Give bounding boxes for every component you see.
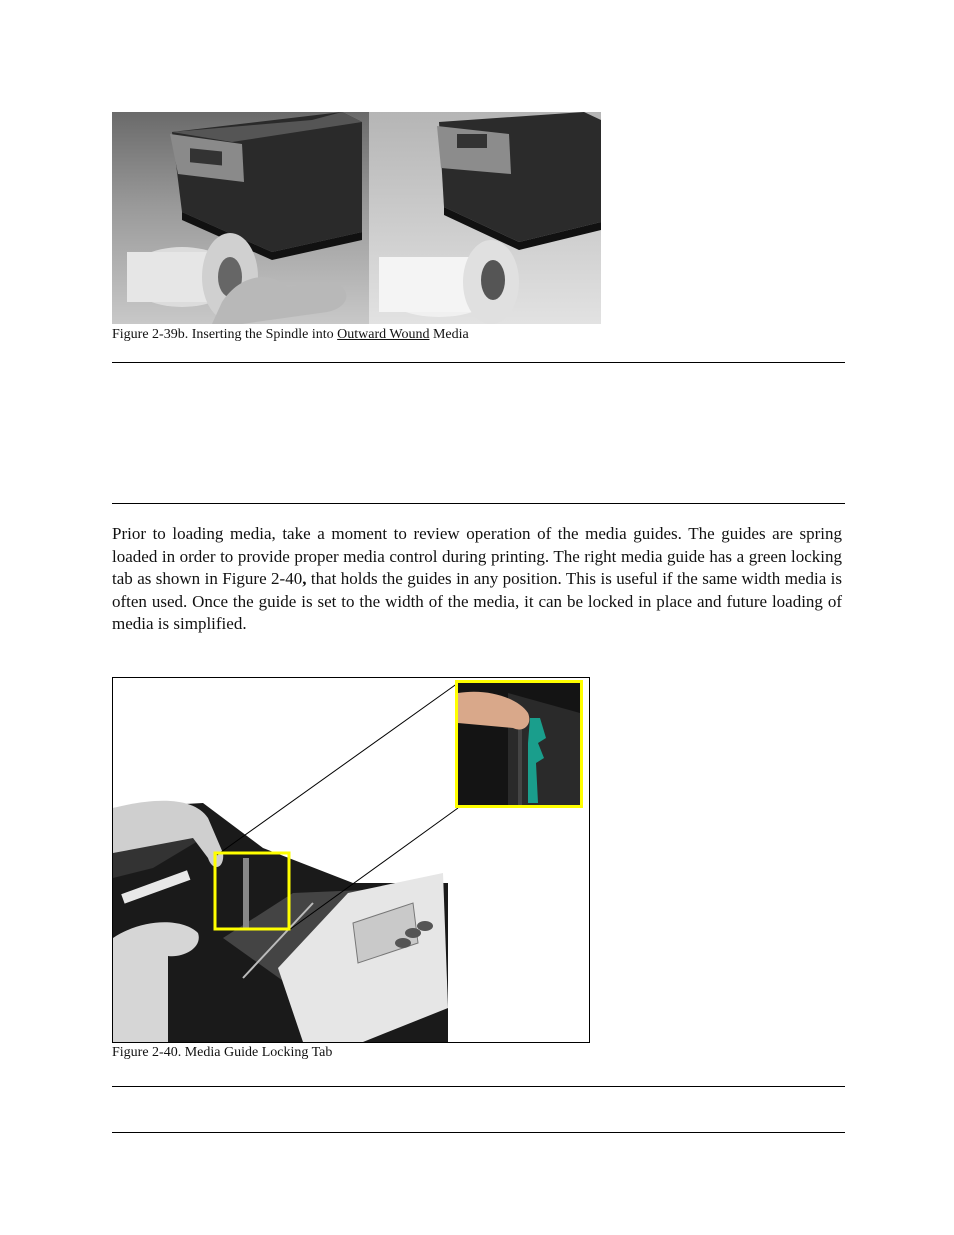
figure-2-40-zoom-inset (455, 680, 583, 808)
paragraph-text-1: Prior to loading media, take a moment to review operation of the media guides. The guides are spring loaded in order to provide proper media control during printing. The right media guide has a green locking tab as shown in (112, 524, 842, 589)
paragraph-text-2: that holds the guides in any position. This is useful if the same width media is often used. Once the guide is set to the width of the media, it can be locked in place and future loading of media is simplified. (112, 569, 842, 634)
caption-prefix: Figure 2-39b. Inserting the Spindle into (112, 327, 338, 342)
figure-2-39b-photo-left (112, 112, 369, 324)
figure-2-40-caption: Figure 2-40. Media Guide Locking Tab (112, 1045, 333, 1060)
divider-rule-3 (112, 1086, 845, 1087)
divider-rule-4 (112, 1132, 845, 1133)
figure-2-39b-photo-right (369, 112, 601, 324)
media-guides-paragraph (112, 523, 842, 636)
divider-rule-1 (112, 362, 845, 363)
caption-suffix: Media (429, 327, 469, 342)
divider-rule-2 (112, 503, 845, 504)
figure-reference: Figure 2-40 (222, 569, 303, 589)
caption-underlined: Outward Wound (337, 327, 430, 342)
figure-reference-comma: , (302, 569, 307, 589)
figure-2-39b-caption (112, 326, 469, 344)
